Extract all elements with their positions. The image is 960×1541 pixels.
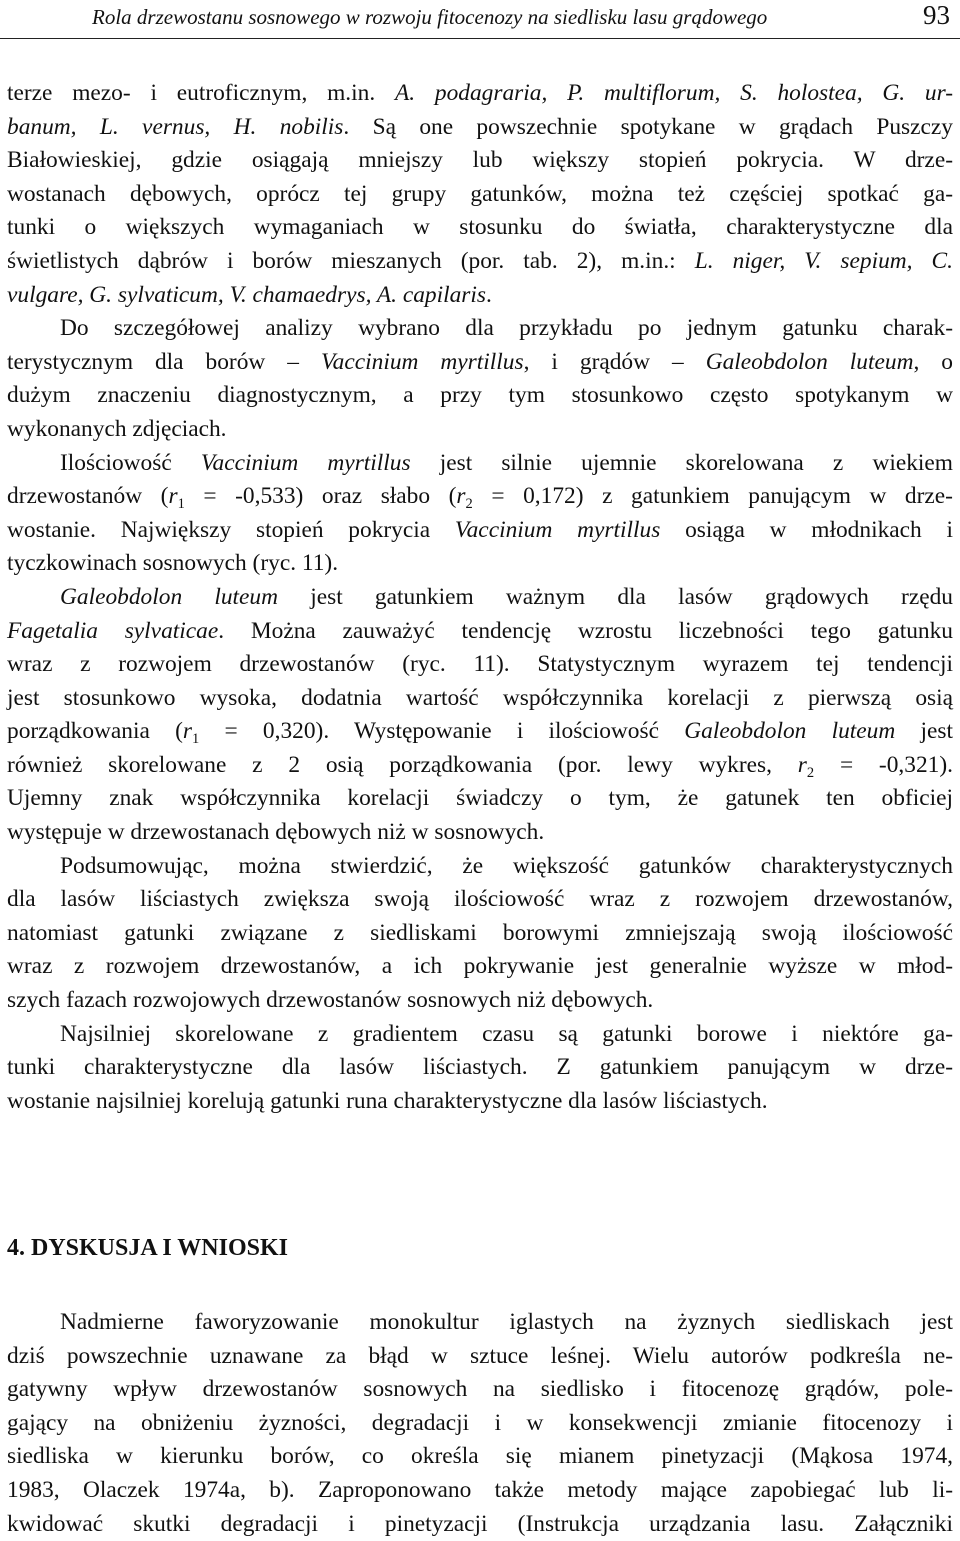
text-run: wostanach dębowych, oprócz tej grupy gatunków, można też częściej spotkać ga- bbox=[7, 180, 953, 207]
text-run: = -0,321). bbox=[814, 751, 953, 778]
text-line bbox=[7, 1085, 953, 1119]
text-line bbox=[7, 782, 953, 816]
text-run: Najsilniej skorelowane z gradientem czasu są gatunki borowe i niektóre ga- bbox=[60, 1020, 953, 1047]
body-text-section-4 bbox=[7, 1306, 953, 1541]
text-run: terze mezo- i eutroficznym, m.in. bbox=[7, 80, 395, 106]
text-run: Do szczegółowej analizy wybrano dla przykładu po jednym gatunku charak- bbox=[60, 315, 953, 342]
text-line bbox=[7, 615, 953, 649]
text-run: gający na obniżeniu żyzności, degradacji i w konsekwencji zmianie fitocenozy i bbox=[7, 1409, 953, 1436]
text-line bbox=[7, 816, 953, 850]
subscript: 2 bbox=[465, 496, 473, 513]
text-run: . Można zauważyć tendencję wzrostu liczebności tego gatunku bbox=[218, 617, 953, 644]
text-run: jest bbox=[895, 718, 953, 745]
italic-term: vulgare, G. sylvaticum, V. chamaedrys, A. capilaris bbox=[7, 281, 487, 308]
text-line bbox=[7, 917, 953, 951]
text-run: jest silnie ujemnie skorelowana z wiekiem bbox=[410, 449, 953, 476]
text-line bbox=[7, 1018, 953, 1052]
text-line bbox=[7, 715, 953, 749]
italic-term: r bbox=[456, 483, 466, 510]
italic-term: Fagetalia sylvaticae bbox=[7, 617, 219, 644]
text-run: dla lasów liściastych zwiększa swoją ilościowość wraz z rozwojem drzewostanów, bbox=[7, 886, 953, 913]
text-line bbox=[7, 749, 953, 783]
text-line bbox=[7, 1051, 953, 1085]
text-run: gatywny wpływ drzewostanów sosnowych na siedlisko i fitocenozę grądów, pole- bbox=[7, 1376, 953, 1403]
text-line bbox=[7, 413, 953, 447]
italic-term: Vaccinium myrtillus bbox=[200, 449, 411, 476]
italic-term: banum, L. vernus, H. nobilis bbox=[7, 113, 344, 140]
running-header bbox=[0, 0, 960, 39]
italic-term: r bbox=[182, 718, 193, 745]
text-run: tunki charakterystyczne dla lasów liściastych. Z gatunkiem panującym w drze- bbox=[7, 1054, 953, 1081]
text-line bbox=[7, 1373, 953, 1407]
text-line bbox=[7, 312, 953, 346]
text-run: porządkowania ( bbox=[7, 718, 183, 745]
text-run: występuje w drzewostanach dębowych niż w sosnowych. bbox=[7, 819, 545, 846]
text-run: świetlistych dąbrów i borów mieszanych (por. tab. 2), m.in.: bbox=[7, 247, 695, 274]
body-text bbox=[7, 77, 953, 1118]
italic-term: L. niger, V. sepium, C. bbox=[694, 247, 954, 274]
text-run: Ilościowość bbox=[60, 449, 201, 476]
subscript: 1 bbox=[177, 496, 185, 513]
text-run: wykonanych zdjęciach. bbox=[7, 415, 227, 442]
text-run: jest stosunkowo wysoka, dodatnia wartość współczynnika korelacji z pierwszą osią bbox=[7, 684, 953, 711]
text-line bbox=[7, 245, 953, 279]
text-line bbox=[7, 648, 953, 682]
text-run: wostanie najsilniej korelują gatunki runa charakterystyczne dla lasów liściastych. bbox=[7, 1087, 768, 1114]
italic-term: r bbox=[168, 483, 178, 510]
text-run: . Są one powszechnie spotykane w grądach Puszczy bbox=[343, 113, 953, 140]
text-line bbox=[7, 1474, 953, 1508]
italic-term: Galeobdolon luteum bbox=[684, 718, 896, 745]
text-run: wraz z rozwojem drzewostanów (ryc. 11). Statystycznym wyrazem tej tendencji bbox=[7, 651, 953, 678]
text-run: . bbox=[486, 281, 492, 308]
text-run: drzewostanów ( bbox=[7, 483, 169, 510]
text-line bbox=[7, 144, 953, 178]
text-line bbox=[7, 1508, 953, 1541]
text-line bbox=[7, 279, 953, 313]
italic-term: Vaccinium myrtillus bbox=[454, 516, 661, 543]
text-run: dużym znaczeniu diagnostycznym, a przy tym stosunkowo często spotykanym w bbox=[7, 382, 953, 409]
text-run: natomiast gatunki związane z siedliskami borowymi zmniejszają swoją ilościowość bbox=[7, 919, 953, 946]
italic-term: A. podagraria, P. multiflorum, S. holostea, G. ur- bbox=[394, 80, 954, 106]
text-run: siedliska w kierunku borów, co określa się mianem pinetyzacji (Mąkosa 1974, bbox=[7, 1443, 953, 1470]
text-run: Podsumowując, można stwierdzić, że większość gatunków charakterystycznych bbox=[60, 852, 953, 879]
section-heading: 4. DYSKUSJA I WNIOSKI bbox=[7, 1235, 288, 1261]
subscript: 2 bbox=[806, 764, 815, 781]
text-line bbox=[7, 447, 953, 481]
text-run: , o bbox=[913, 348, 953, 375]
text-run: = 0,320). Występowanie i ilościowość bbox=[199, 718, 685, 745]
text-line bbox=[7, 1306, 953, 1340]
text-run: tyczkowinach sosnowych (ryc. 11). bbox=[7, 550, 339, 577]
text-run: Ujemny znak współczynnika korelacji świadczy o tym, że gatunek ten obficiej bbox=[7, 785, 953, 812]
text-line bbox=[7, 1407, 953, 1441]
text-run: terystycznym dla borów – bbox=[7, 348, 321, 375]
text-run: 1983, Olaczek 1974a, b). Zaproponowano także metody mające zapobiegać lub li- bbox=[7, 1476, 953, 1503]
text-run: = 0,172) z gatunkiem panującym w drze- bbox=[472, 483, 953, 510]
text-line bbox=[7, 682, 953, 716]
text-run: = -0,533) oraz słabo ( bbox=[184, 483, 457, 510]
text-line bbox=[7, 111, 953, 145]
text-run: wostanie. Największy stopień pokrycia bbox=[7, 516, 455, 543]
text-line bbox=[7, 379, 953, 413]
text-line bbox=[7, 1340, 953, 1374]
text-line bbox=[7, 984, 953, 1018]
text-run: kwidować skutki degradacji i pinetyzacji (Instrukcja urządzania lasu. Załączniki bbox=[7, 1510, 953, 1537]
running-title: Rola drzewostanu sosnowego w rozwoju fitocenozy na siedlisku lasu grądowego bbox=[92, 5, 768, 29]
italic-term: Vaccinium myrtillus bbox=[320, 348, 524, 375]
text-run: również skorelowane z 2 osią porządkowania (por. lewy wykres, bbox=[7, 751, 798, 778]
text-line bbox=[7, 547, 953, 581]
text-line bbox=[7, 77, 953, 111]
text-run: osiąga w młodnikach i bbox=[660, 516, 953, 543]
subscript: 1 bbox=[192, 731, 200, 748]
text-line bbox=[7, 211, 953, 245]
text-run: Białowieskiej, gdzie osiągają mniejszy lub większy stopień pokrycia. W drze- bbox=[7, 147, 953, 174]
text-line bbox=[7, 480, 953, 514]
text-line bbox=[7, 850, 953, 884]
italic-term: r bbox=[797, 751, 807, 778]
italic-term: Galeobdolon luteum bbox=[60, 583, 279, 610]
text-line bbox=[7, 514, 953, 548]
text-line bbox=[7, 581, 953, 615]
text-line bbox=[7, 1440, 953, 1474]
text-line bbox=[7, 883, 953, 917]
text-run: tunki o większych wymaganiach w stosunku do światła, charakterystyczne dla bbox=[7, 214, 953, 241]
text-line bbox=[7, 178, 953, 212]
text-run: wraz z rozwojem drzewostanów, a ich pokrywanie jest generalnie wyższe w młod- bbox=[7, 953, 953, 980]
text-run: Nadmierne faworyzowanie monokultur iglastych na żyznych siedliskach jest bbox=[60, 1309, 953, 1335]
text-run: , i grądów – bbox=[523, 348, 706, 375]
text-run: jest gatunkiem ważnym dla lasów grądowych rzędu bbox=[278, 583, 953, 610]
italic-term: Galeobdolon luteum bbox=[705, 348, 914, 375]
text-run: szych fazach rozwojowych drzewostanów sosnowych niż dębowych. bbox=[7, 987, 654, 1014]
page-number: 93 bbox=[923, 0, 950, 30]
text-run: dziś powszechnie uznawane za błąd w sztuce leśnej. Wielu autorów podkreśla ne- bbox=[7, 1342, 953, 1369]
text-line bbox=[7, 950, 953, 984]
text-line bbox=[7, 346, 953, 380]
